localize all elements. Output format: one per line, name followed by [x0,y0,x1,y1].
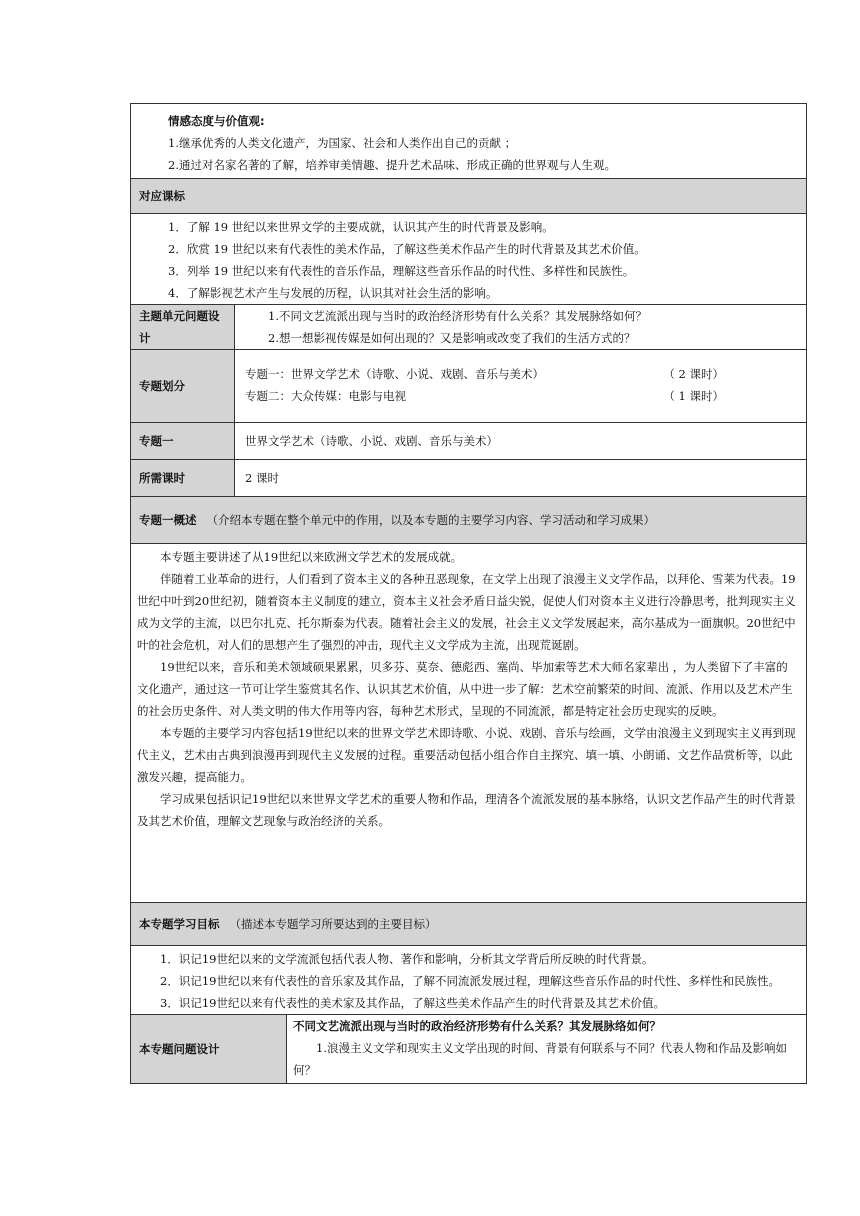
topic-hours: （ 2 课时） [663,367,725,381]
standards-row [131,214,807,305]
overview-note: （介绍本专题在整个单元中的作用，以及本专题的主要学习内容、学习活动和学习成果） [206,513,655,527]
standard-item: 1．了解 19 世纪以来世界文学的主要成就，认识其产生的时代背景及影响。 [168,220,554,234]
overview-row [131,544,807,903]
attitudes-cell [131,104,807,179]
topic-name: 专题二：大众传媒：电影与电视 [245,389,406,403]
standard-item: 2．欣赏 19 世纪以来有代表性的美术作品，了解这些美术作品产生的时代背景及其艺术价值。 [168,242,646,256]
standard-item: 3．列举 19 世纪以来有代表性的音乐作品，理解这些音乐作品的时代性、多样性和民族性。 [168,264,635,278]
unit-questions-label: 主题单元问题设计 [131,305,235,350]
overview-paragraph: 19世纪以来，音乐和美术领域硕果累累，贝多芬、莫奈、德彪西、塞尚、毕加索等艺术大师名家辈出 ，为人类留下了丰富的文化遗产，通过这一节可让学生鉴赏其名作、认识其艺术价值，从中进一步了解：艺术空前繁荣的时间、流派、作用以及艺术产生的社会历史条件、对人类文明的伟大作用等内容，每种艺术形式，呈现的不同流派，都是特定社会历史现实的反映。 [137,660,793,718]
lesson-plan-table [130,103,807,1084]
hours-value: 2 课时 [235,460,807,497]
unit-questions-row [131,305,807,350]
overview-paragraph: 本专题主要讲述了从19世纪以来欧洲文学艺术的发展成就。 [160,550,463,564]
topic-questions-label: 本专题问题设计 [131,1015,287,1084]
topics-division-cell [235,350,807,423]
goal-item: 2．识记19世纪以来有代表性的音乐家及其作品，了解不同流派发展过程，理解这些音乐作品的时代性、多样性和民族性。 [160,974,780,988]
topic-entry [245,363,798,385]
topic-question-main: 不同文艺流派出现与当时的政治经济形势有什么关系？其发展脉络如何？ [293,1019,661,1033]
goals-title: 本专题学习目标 [139,917,220,931]
topic-one-value: 世界文学艺术（诗歌、小说、戏剧、音乐与美术） [235,423,807,460]
goal-item: 3．识记19世纪以来有代表性的美术家及其作品，了解这些美术作品产生的时代背景及其艺术价值。 [160,996,665,1010]
topic-name: 专题一：世界文学艺术（诗歌、小说、戏剧、音乐与美术） [245,367,544,381]
lesson-plan-sheet [130,103,806,1084]
goals-row [131,946,807,1015]
goals-note: （描述本专题学习所要达到的主要目标） [229,917,437,931]
goals-cell [131,946,807,1015]
goals-header [131,903,807,946]
overview-header-row [131,497,807,544]
topic-entry [245,385,798,407]
overview-cell [131,544,807,903]
topics-division-row [131,350,807,423]
topic-one-row [131,423,807,460]
overview-header [131,497,807,544]
hours-label: 所需课时 [131,460,235,497]
standards-header: 对应课标 [131,179,807,214]
overview-paragraph: 本专题的主要学习内容包括19世纪以来的世界文学艺术即诗歌、小说、戏剧、音乐与绘画，文学由浪漫主义到现实主义再到现代主义，艺术由古典到浪漫再到现代主义发展的过程。重要活动包括小组合作自主探究、填一填、小朗诵、文艺作品赏析等，以此激发兴趣，提高能力。 [137,726,796,784]
unit-questions-cell [235,305,807,350]
topic-one-label: 专题一 [131,423,235,460]
attitudes-item: 1.继承优秀的人类文化遗产，为国家、社会和人类作出自己的贡献 ； [168,136,517,150]
unit-question-item: 1.不同文艺流派出现与当时的政治经济形势有什么关系？其发展脉络如何？ [268,309,647,323]
goals-header-row [131,903,807,946]
unit-question-item: 2.想一想影视传媒是如何出现的？又是影响或改变了我们的生活方式的？ [268,331,636,345]
standards-cell [131,214,807,305]
topic-question-sub: 1.浪漫主义文学和现实主义文学出现的时间、背景有何联系与不同？代表人物和作品及影响如何？ [293,1041,787,1077]
attitudes-title: 情感态度与价值观: [168,114,265,128]
overview-paragraph: 伴随着工业革命的进行，人们看到了资本主义的各种丑恶现象，在文学上出现了浪漫主义文学作品，以拜伦、雪莱为代表。19世纪中叶到20世纪初，随着资本主义制度的建立，资本主义社会矛盾日益尖锐，促使人们对资本主义进行冷静思考，批判现实主义成为文学的主流，以巴尔扎克、托尔斯泰为代表。随着社会主义的发展，社会主义文学发展起来，高尔基成为一面旗帜。20世纪中叶的社会危机，对人们的思想产生了强烈的冲击，现代主义文学成为主流，出现荒诞剧。 [137,572,796,652]
standard-item: 4．了解影视艺术产生与发展的历程，认识其对社会生活的影响。 [168,286,498,300]
overview-paragraph: 学习成果包括识记19世纪以来世界文学艺术的重要人物和作品，理清各个流派发展的基本脉络，认识文艺作品产生的时代背景及其艺术价值，理解文艺现象与政治经济的关系。 [137,792,796,828]
topic-questions-cell [287,1015,807,1084]
attitudes-item: 2.通过对名家名著的了解，培养审美情趣、提升艺术品味、形成正确的世界观与人生观。 [168,158,616,172]
topic-hours: （ 1 课时） [663,389,725,403]
attitudes-row [131,104,807,179]
standards-header-row [131,179,807,214]
topics-division-label: 专题划分 [131,350,235,423]
topic-questions-row [131,1015,807,1084]
hours-row [131,460,807,497]
overview-title: 专题一概述 [139,513,197,527]
goal-item: 1．识记19世纪以来的文学流派包括代表人物、著作和影响，分析其文学背后所反映的时代背景。 [160,952,654,966]
